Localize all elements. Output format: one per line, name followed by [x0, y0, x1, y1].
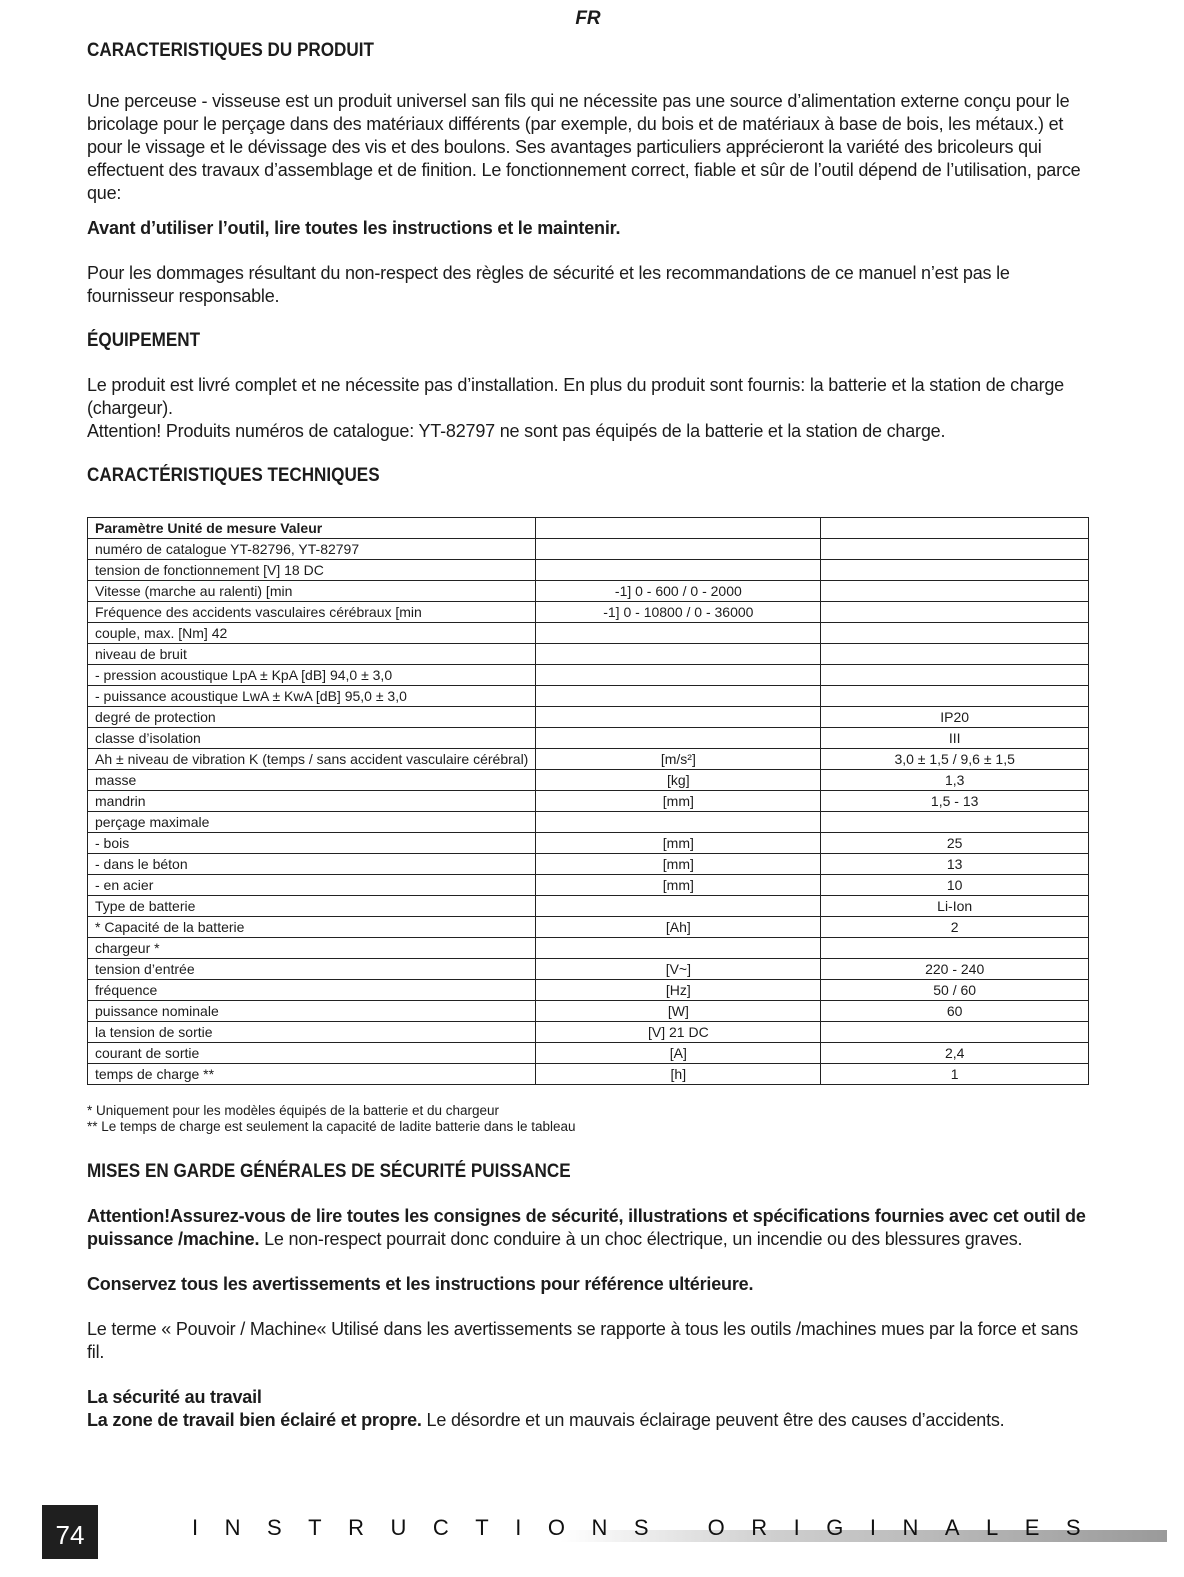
- language-code: FR: [575, 8, 601, 29]
- table-row: [88, 623, 1089, 644]
- table-cell: Li-Ion: [821, 896, 1089, 917]
- table-cell: [821, 665, 1089, 686]
- table-cell: 220 - 240: [821, 959, 1089, 980]
- keep-warnings: Conservez tous les avertissements et les instructions pour référence ultérieure.: [87, 1274, 754, 1294]
- table-cell: - dans le béton: [88, 854, 536, 875]
- table-row: [88, 917, 1089, 938]
- work-area-note: [87, 1409, 1089, 1432]
- table-cell: [821, 812, 1089, 833]
- table-header-cell: [821, 518, 1089, 539]
- table-cell: 1,5 - 13: [821, 791, 1089, 812]
- table-footnotes: [87, 1103, 1089, 1135]
- table-cell: [821, 539, 1089, 560]
- table-row: [88, 560, 1089, 581]
- table-cell: [821, 581, 1089, 602]
- table-cell: 13: [821, 854, 1089, 875]
- table-cell: [Hz]: [536, 980, 821, 1001]
- table-cell: [536, 896, 821, 917]
- table-cell: 10: [821, 875, 1089, 896]
- table-row: [88, 875, 1089, 896]
- table-cell: [536, 623, 821, 644]
- table-cell: niveau de bruit: [88, 644, 536, 665]
- footnote-1: * Uniquement pour les modèles équipés de la batterie et du chargeur: [87, 1103, 500, 1118]
- table-row: [88, 644, 1089, 665]
- safety-attention-bold: Attention!Assurez-vous de lire toutes les consignes de sécurité, illustrations et spécifications fournies avec cet outil de puissance /machine.: [87, 1206, 1086, 1249]
- table-cell: [536, 644, 821, 665]
- read-instructions-warning: Avant d’utiliser l’outil, lire toutes les instructions et le maintenir.: [87, 218, 621, 238]
- table-header-cell: Paramètre Unité de mesure Valeur: [88, 518, 536, 539]
- page-content: [87, 40, 1089, 1432]
- table-row: [88, 1043, 1089, 1064]
- safety-attention: [87, 1205, 1089, 1251]
- term-definition: Le terme « Pouvoir / Machine« Utilisé dans les avertissements se rapporte à tous les outils /machines mues par la force et sans fil.: [87, 1319, 1079, 1362]
- table-cell: [W]: [536, 1001, 821, 1022]
- table-cell: -1] 0 - 600 / 0 - 2000: [536, 581, 821, 602]
- section-title-safety: MISES EN GARDE GÉNÉRALES DE SÉCURITÉ PUISSANCE: [87, 1161, 571, 1182]
- table-cell: Type de batterie: [88, 896, 536, 917]
- table-cell: fréquence: [88, 980, 536, 1001]
- table-row: [88, 707, 1089, 728]
- table-cell: [536, 707, 821, 728]
- table-cell: [V~]: [536, 959, 821, 980]
- page-footer: [0, 1505, 1184, 1559]
- table-cell: [536, 686, 821, 707]
- table-cell: - en acier: [88, 875, 536, 896]
- table-cell: [536, 728, 821, 749]
- table-row: [88, 1064, 1089, 1085]
- equipment-attention: Attention! Produits numéros de catalogue: YT-82797 ne sont pas équipés de la batterie et la station de charge.: [87, 421, 946, 441]
- table-cell: [821, 623, 1089, 644]
- table-cell: 1,3: [821, 770, 1089, 791]
- table-cell: [821, 686, 1089, 707]
- table-row: [88, 539, 1089, 560]
- table-cell: perçage maximale: [88, 812, 536, 833]
- table-cell: IP20: [821, 707, 1089, 728]
- table-cell: [536, 539, 821, 560]
- table-cell: couple, max. [Nm] 42: [88, 623, 536, 644]
- table-cell: la tension de sortie: [88, 1022, 536, 1043]
- table-row: [88, 791, 1089, 812]
- table-cell: [mm]: [536, 791, 821, 812]
- table-row: [88, 749, 1089, 770]
- table-cell: [536, 938, 821, 959]
- table-cell: [536, 665, 821, 686]
- table-cell: 2: [821, 917, 1089, 938]
- table-row: [88, 812, 1089, 833]
- product-description: Une perceuse - visseuse est un produit universel san fils qui ne nécessite pas une source d’alimentation externe conçu pour le bricolage pour le perçage dans des matériaux différents (par exemple, du bois et de matériaux à base de bois, les métaux.) et pour le vissage et le dévissage des vis et des boulons. Ses avantages particuliers apprécieront la variété des bricoleurs qui effectuent des travaux d’assemblage et de finition. Le fonctionnement correct, fiable et sûr de l’outil dépend de l’utilisation, parce que:: [87, 91, 1081, 203]
- spec-table: [87, 517, 1089, 1085]
- table-cell: 25: [821, 833, 1089, 854]
- equipment-description: Le produit est livré complet et ne nécessite pas d’installation. En plus du produit sont fournis: la batterie et la station de charge (chargeur).: [87, 375, 1064, 418]
- table-cell: [821, 560, 1089, 581]
- table-cell: chargeur *: [88, 938, 536, 959]
- table-cell: [Ah]: [536, 917, 821, 938]
- work-safety-heading: La sécurité au travail: [87, 1387, 262, 1407]
- table-row: [88, 770, 1089, 791]
- table-row: [88, 728, 1089, 749]
- table-cell: 3,0 ± 1,5 / 9,6 ± 1,5: [821, 749, 1089, 770]
- table-cell: [821, 602, 1089, 623]
- table-header-cell: [536, 518, 821, 539]
- table-cell: [m/s²]: [536, 749, 821, 770]
- table-cell: 60: [821, 1001, 1089, 1022]
- table-row: [88, 665, 1089, 686]
- safety-attention-rest: Le non-respect pourrait donc conduire à un choc électrique, un incendie ou des blessures graves.: [259, 1229, 1023, 1249]
- table-cell: [821, 644, 1089, 665]
- work-area-rest: Le désordre et un mauvais éclairage peuvent être des causes d’accidents.: [421, 1410, 1005, 1430]
- table-cell: tension d’entrée: [88, 959, 536, 980]
- table-cell: * Capacité de la batterie: [88, 917, 536, 938]
- table-row: [88, 1022, 1089, 1043]
- table-cell: 50 / 60: [821, 980, 1089, 1001]
- table-row: [88, 1001, 1089, 1022]
- table-cell: [h]: [536, 1064, 821, 1085]
- table-cell: degré de protection: [88, 707, 536, 728]
- table-cell: [V] 21 DC: [536, 1022, 821, 1043]
- work-area-bold: La zone de travail bien éclairé et propre.: [87, 1410, 422, 1430]
- table-row: [88, 854, 1089, 875]
- table-cell: III: [821, 728, 1089, 749]
- table-cell: 1: [821, 1064, 1089, 1085]
- table-header-row: [88, 518, 1089, 539]
- table-row: [88, 896, 1089, 917]
- page-number: 74: [42, 1505, 98, 1559]
- table-cell: [kg]: [536, 770, 821, 791]
- table-cell: Ah ± niveau de vibration K (temps / sans accident vasculaire cérébral): [88, 749, 536, 770]
- table-cell: masse: [88, 770, 536, 791]
- table-cell: [821, 938, 1089, 959]
- section-title-specs: CARACTÉRISTIQUES TECHNIQUES: [87, 465, 380, 486]
- table-cell: [A]: [536, 1043, 821, 1064]
- table-cell: numéro de catalogue YT-82796, YT-82797: [88, 539, 536, 560]
- table-cell: - puissance acoustique LwA ± KwA [dB] 95,0 ± 3,0: [88, 686, 536, 707]
- table-cell: -1] 0 - 10800 / 0 - 36000: [536, 602, 821, 623]
- table-row: [88, 938, 1089, 959]
- table-cell: tension de fonctionnement [V] 18 DC: [88, 560, 536, 581]
- table-cell: [mm]: [536, 875, 821, 896]
- table-cell: 2,4: [821, 1043, 1089, 1064]
- footnote-2: ** Le temps de charge est seulement la capacité de ladite batterie dans le tableau: [87, 1119, 576, 1134]
- table-row: [88, 959, 1089, 980]
- section-title-product: CARACTERISTIQUES DU PRODUIT: [87, 40, 374, 61]
- table-cell: - pression acoustique LpA ± KpA [dB] 94,0 ± 3,0: [88, 665, 536, 686]
- table-row: [88, 602, 1089, 623]
- table-cell: classe d’isolation: [88, 728, 536, 749]
- table-cell: - bois: [88, 833, 536, 854]
- table-cell: [536, 812, 821, 833]
- table-cell: Fréquence des accidents vasculaires cérébraux [min: [88, 602, 536, 623]
- table-cell: courant de sortie: [88, 1043, 536, 1064]
- table-row: [88, 980, 1089, 1001]
- table-row: [88, 581, 1089, 602]
- table-cell: mandrin: [88, 791, 536, 812]
- table-cell: [821, 1022, 1089, 1043]
- table-cell: temps de charge **: [88, 1064, 536, 1085]
- table-cell: Vitesse (marche au ralenti) [min: [88, 581, 536, 602]
- footer-title: INSTRUCTIONS ORIGINALES: [192, 1515, 1108, 1540]
- table-row: [88, 686, 1089, 707]
- liability-note: Pour les dommages résultant du non-respect des règles de sécurité et les recommandations de ce manuel n’est pas le fournisseur responsable.: [87, 263, 1010, 306]
- table-cell: [mm]: [536, 854, 821, 875]
- section-title-equipment: ÉQUIPEMENT: [87, 330, 201, 351]
- table-cell: [536, 560, 821, 581]
- table-cell: [mm]: [536, 833, 821, 854]
- table-cell: puissance nominale: [88, 1001, 536, 1022]
- table-row: [88, 833, 1089, 854]
